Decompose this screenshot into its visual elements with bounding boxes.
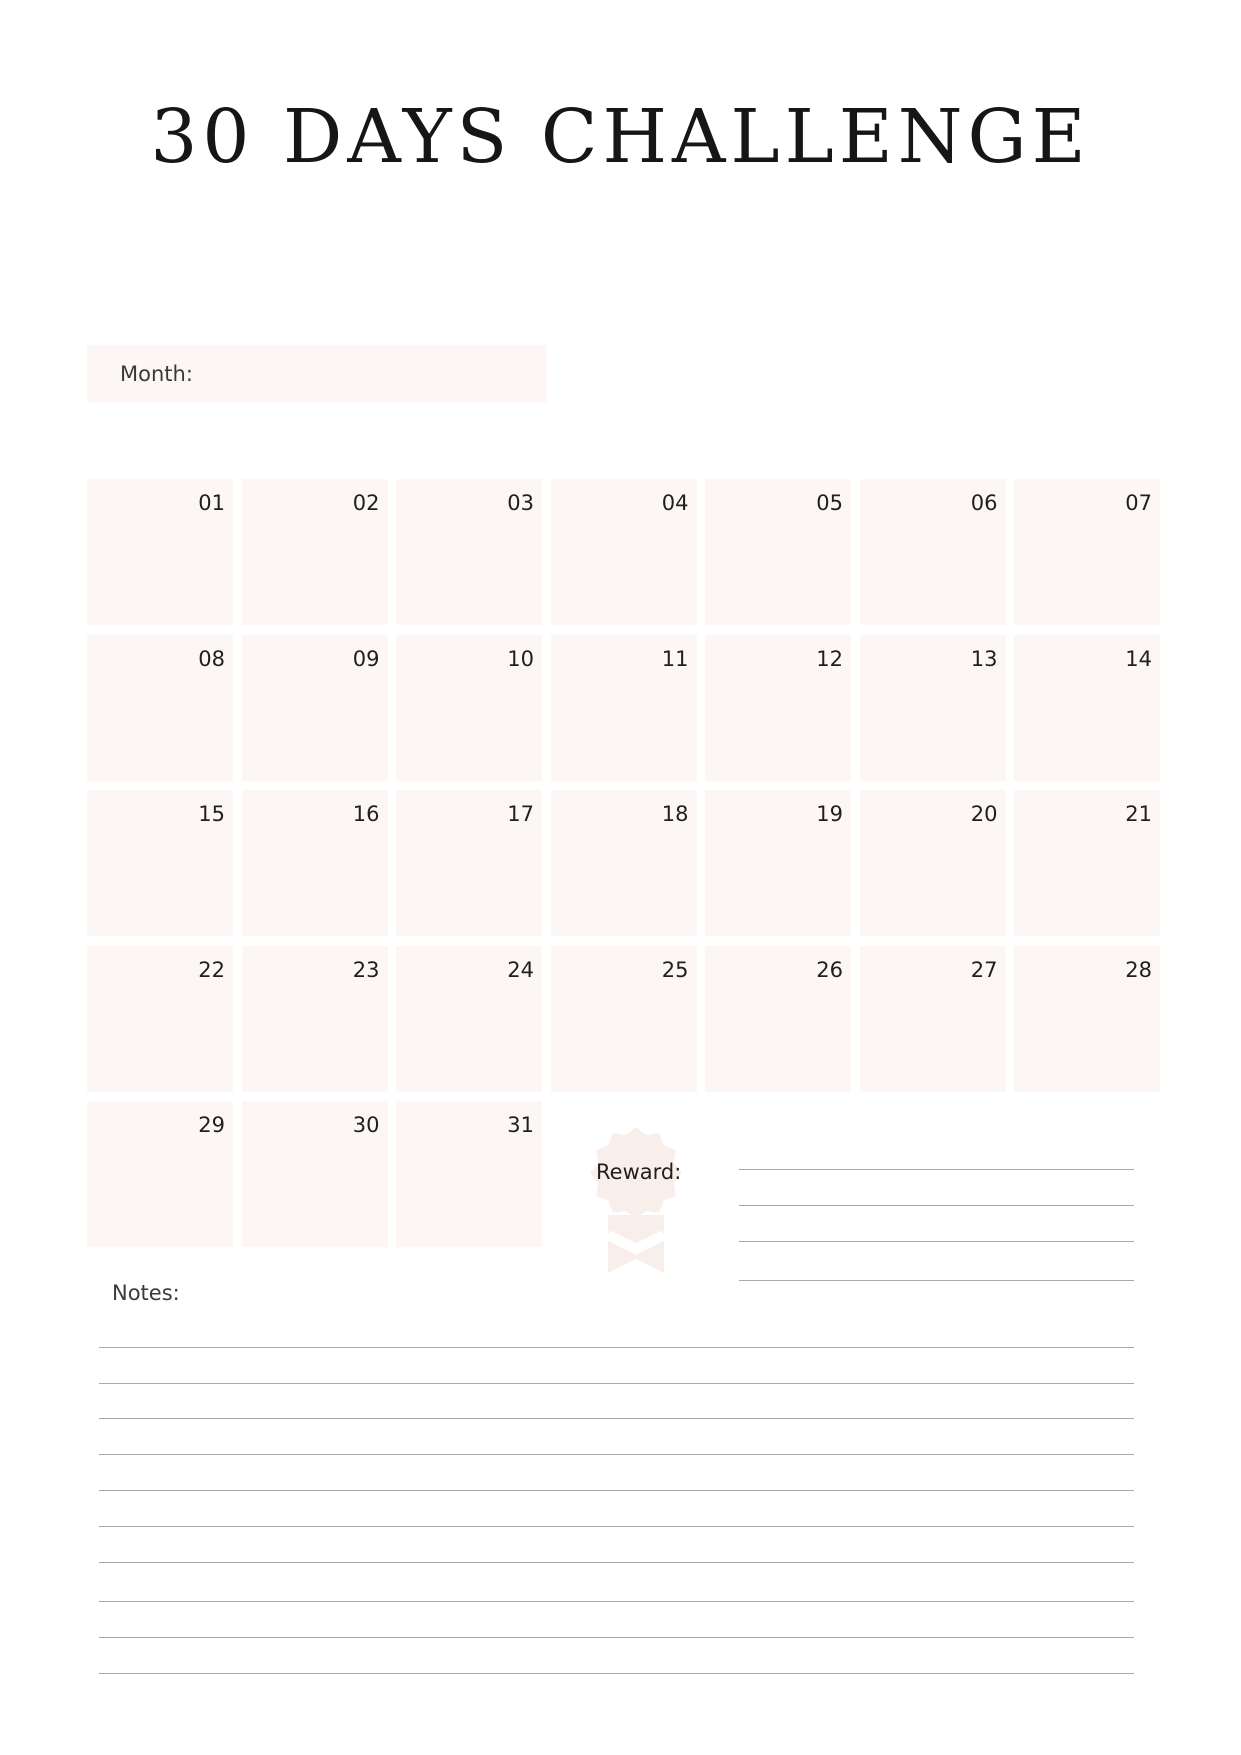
day-cell[interactable] [1014, 946, 1160, 1092]
day-number: 10 [507, 646, 534, 671]
notes-line[interactable] [99, 1526, 1134, 1527]
day-cell[interactable] [242, 479, 388, 625]
day-number: 01 [198, 491, 225, 515]
day-number: 08 [198, 646, 225, 671]
notes-line[interactable] [99, 1562, 1134, 1563]
day-number: 04 [661, 491, 689, 515]
day-cell[interactable] [87, 790, 233, 936]
day-cell[interactable] [1014, 479, 1160, 625]
day-cell[interactable] [242, 1101, 388, 1247]
day-cell[interactable] [860, 790, 1006, 936]
day-number: 03 [507, 491, 534, 515]
day-cell[interactable] [551, 946, 697, 1092]
reward-line[interactable] [739, 1205, 1134, 1206]
day-number: 18 [661, 802, 689, 826]
day-number: 12 [816, 646, 843, 671]
day-number: 29 [198, 1113, 225, 1137]
month-field[interactable] [87, 345, 547, 403]
notes-line[interactable] [99, 1454, 1134, 1455]
day-cell[interactable] [242, 635, 388, 781]
day-number: 25 [661, 957, 689, 982]
day-number: 02 [352, 491, 380, 515]
day-number: 22 [198, 957, 225, 982]
day-cell[interactable] [1014, 635, 1160, 781]
day-number: 26 [816, 957, 843, 982]
day-cell[interactable] [705, 635, 851, 781]
day-number: 14 [1125, 646, 1152, 671]
notes-label: Notes: [112, 1281, 180, 1305]
day-cell[interactable] [551, 479, 697, 625]
page-title: 30 DAYS CHALLENGE [150, 94, 1091, 180]
day-cell[interactable] [860, 946, 1006, 1092]
day-cell[interactable] [705, 790, 851, 936]
day-number: 19 [816, 802, 843, 826]
day-cell[interactable] [551, 790, 697, 936]
day-number: 21 [1125, 802, 1152, 826]
notes-line[interactable] [99, 1347, 1134, 1348]
day-number: 16 [352, 802, 380, 826]
day-number: 17 [507, 802, 534, 826]
notes-line[interactable] [99, 1490, 1134, 1491]
reward-line[interactable] [739, 1169, 1134, 1170]
day-number: 05 [816, 491, 843, 515]
day-number: 07 [1125, 491, 1152, 515]
day-number: 15 [198, 802, 225, 826]
reward-label: Reward: [596, 1160, 682, 1184]
reward-line[interactable] [739, 1241, 1134, 1242]
reward-line[interactable] [739, 1280, 1134, 1281]
day-cell[interactable] [860, 479, 1006, 625]
day-cell[interactable] [396, 790, 542, 936]
day-cell[interactable] [1014, 790, 1160, 936]
day-number: 27 [970, 957, 998, 982]
day-cell[interactable] [860, 635, 1006, 781]
notes-line[interactable] [99, 1383, 1134, 1384]
day-cell[interactable] [705, 946, 851, 1092]
day-number: 31 [507, 1113, 534, 1137]
day-cell[interactable] [396, 1101, 542, 1247]
month-label: Month: [120, 362, 193, 386]
award-badge-icon [586, 1123, 686, 1273]
day-cell[interactable] [87, 635, 233, 781]
day-cell[interactable] [87, 946, 233, 1092]
day-number: 11 [661, 646, 689, 671]
day-cell[interactable] [87, 479, 233, 625]
notes-line[interactable] [99, 1637, 1134, 1638]
day-cell[interactable] [396, 635, 542, 781]
day-number: 06 [970, 491, 998, 515]
day-cell[interactable] [87, 1101, 233, 1247]
day-number: 20 [970, 802, 998, 826]
day-cell[interactable] [396, 479, 542, 625]
day-cell[interactable] [551, 635, 697, 781]
day-number: 28 [1125, 957, 1152, 982]
notes-line[interactable] [99, 1418, 1134, 1419]
day-number: 09 [352, 646, 380, 671]
day-number: 24 [507, 957, 534, 982]
day-cell[interactable] [242, 790, 388, 936]
day-number: 23 [352, 957, 380, 982]
notes-line[interactable] [99, 1601, 1134, 1602]
day-cell[interactable] [242, 946, 388, 1092]
day-cell[interactable] [396, 946, 542, 1092]
day-number: 13 [970, 646, 998, 671]
day-number: 30 [352, 1113, 380, 1137]
notes-line[interactable] [99, 1673, 1134, 1674]
day-cell[interactable] [705, 479, 851, 625]
